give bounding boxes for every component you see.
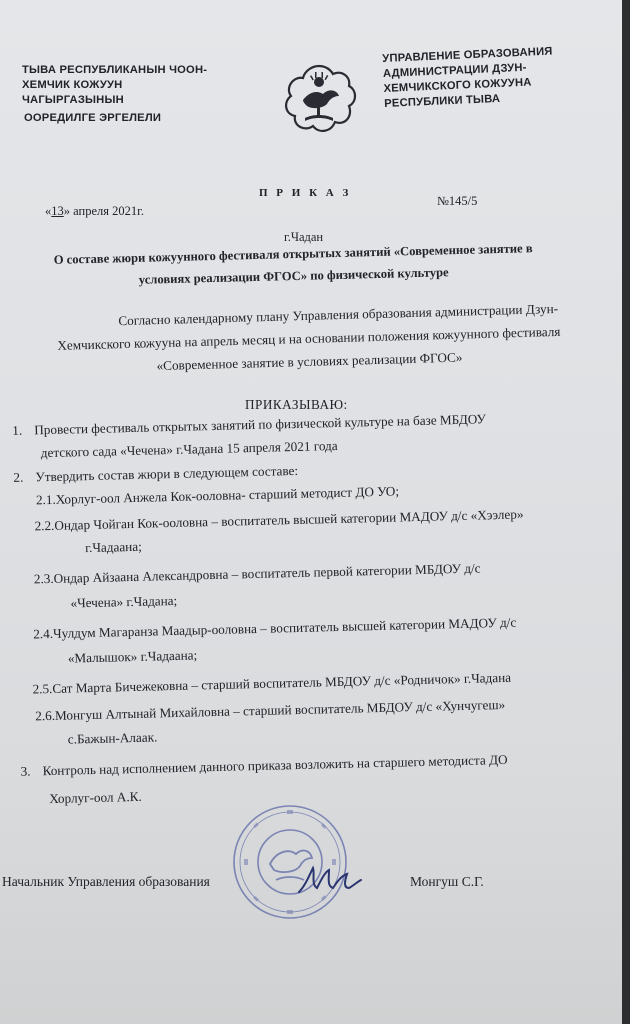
item-text-cont: Хорлуг-оол А.К.: [49, 788, 142, 807]
jury-line-cont: «Чечена» г.Чадана;: [70, 592, 178, 611]
item-text-cont: детского сада «Чечена» г.Чадана 15 апреля 2021 года: [40, 437, 338, 460]
photo-edge: [622, 0, 630, 1024]
preamble-line: Согласно календарному плану Управления образования администрации Дзун-: [118, 300, 559, 329]
signature-label: Начальник Управления образования: [2, 874, 210, 889]
header-right-line: РЕСПУБЛИКИ ТЫВА: [384, 92, 501, 110]
item-text: Провести фестиваль открытых занятий по физической культуре на базе МБДОУ: [34, 411, 487, 438]
date-day: 13: [51, 204, 64, 218]
order-items: [8, 405, 617, 811]
header-right-line: АДМИНИСТРАЦИИ ДЗУН-: [382, 61, 527, 80]
jury-line: 2.1.Хорлуг-оол Анжела Кок-ооловна- старший методист ДО УО;: [35, 482, 400, 507]
date-rest: » апреля 2021г.: [63, 204, 144, 218]
order-city: г.Чадан: [284, 230, 324, 244]
header-left-tuvan: [22, 63, 272, 126]
header-right-russian: [382, 42, 614, 112]
item-number: 3.: [20, 763, 31, 779]
jury-member: [15, 691, 616, 753]
header-left-line: ООРЕДИЛГЕ ЭРГЕЛЕЛИ: [24, 112, 162, 124]
jury-line: 2.4.Чулдум Магаранза Маадыр-ооловна – воспитатель высшей категории МАДОУ д/с: [33, 614, 517, 642]
jury-line-cont: «Малышок» г.Чадаана;: [67, 646, 198, 666]
jury-line-cont: с.Бажын-Алаак.: [67, 729, 158, 747]
handwritten-signature-icon: [295, 858, 365, 900]
subject-line: О составе жюри кожуунного фестиваля открытых занятий «Современное занятие в: [53, 241, 533, 267]
header-right-line: ХЕМЧИКСКОГО КОЖУУНА: [383, 76, 532, 95]
jury-line: 2.3.Ондар Айзаана Александровна – воспитатель первой категории МБДОУ д/с: [33, 560, 481, 587]
item-number: 1.: [12, 422, 23, 438]
header-left-line: ТЫВА РЕСПУБЛИКАНЫН ЧООН-: [22, 64, 208, 76]
order-date: [45, 204, 144, 219]
jury-line: 2.5.Сат Марта Бичежековна – старший воспитатель МБДОУ д/с «Родничок» г.Чадана: [32, 669, 512, 697]
jury-line-cont: г.Чадаана;: [84, 538, 142, 555]
header-left-line: ХЕМЧИК КОЖУУН: [22, 79, 123, 91]
order-title: П Р И К А З: [259, 187, 352, 199]
jury-line: 2.6.Монгуш Алтынай Михайловна – старший воспитатель МБДОУ д/с «Хунчугеш»: [35, 696, 506, 723]
item-text: Утвердить состав жюри в следующем составе:: [35, 462, 299, 485]
jury-member: [12, 554, 613, 616]
preamble-line: «Современное занятие в условиях реализации ФГОС»: [156, 349, 463, 374]
preamble-line: Хемчикского кожууна на апрель месяц и на основании положения кожуунного фестиваля: [57, 323, 561, 353]
header-left-line: ЧАГЫРГАЗЫНЫН: [22, 94, 124, 106]
signer-name: Монгуш С.Г.: [410, 874, 484, 889]
header-right-line: УПРАВЛЕНИЕ ОБРАЗОВАНИЯ: [382, 45, 553, 65]
tuva-emblem-icon: [279, 60, 359, 140]
order-subject: [8, 236, 579, 294]
jury-line: 2.2.Ондар Чойган Кок-ооловна – воспитатель высшей категории МАДОУ д/с «Хээлер»: [34, 506, 524, 534]
item-number: 2.: [13, 469, 24, 485]
order-word: ПРИКАЗЫВАЮ:: [245, 397, 348, 412]
date-quote-open: «: [45, 204, 52, 218]
jury-member: [13, 609, 614, 671]
item-text: Контроль над исполнением данного приказа возложить на старшего методиста ДО: [42, 751, 508, 778]
order-number: №145/5: [437, 194, 478, 208]
jury-member: [10, 501, 611, 561]
subject-line: условиях реализации ФГОС» по физической культуре: [138, 265, 449, 287]
order-preamble: [18, 296, 600, 381]
